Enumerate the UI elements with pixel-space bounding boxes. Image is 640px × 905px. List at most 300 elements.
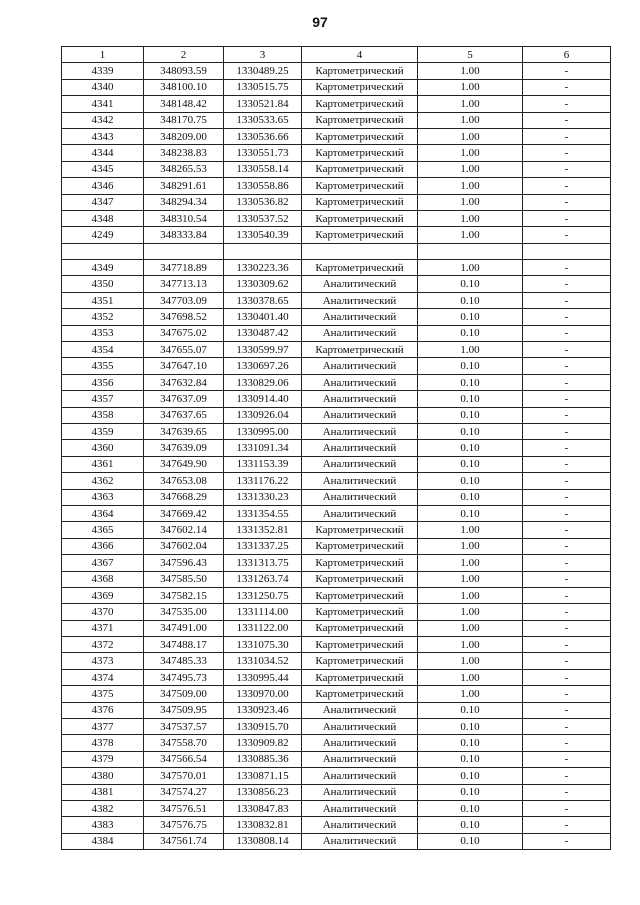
- table-cell: Картометрический: [302, 63, 418, 79]
- table-cell: -: [523, 620, 611, 636]
- table-cell: Картометрический: [302, 128, 418, 144]
- table-row: [62, 653, 611, 669]
- header-cell: 2: [144, 47, 224, 63]
- table-cell: 1330856.23: [224, 784, 302, 800]
- table-cell: -: [523, 538, 611, 554]
- table-cell: -: [523, 669, 611, 685]
- table-cell: 1330558.86: [224, 178, 302, 194]
- table-cell: 347574.27: [144, 784, 224, 800]
- table-cell: -: [523, 702, 611, 718]
- table-row: [62, 161, 611, 177]
- table-cell: 1.00: [418, 538, 523, 554]
- table-cell: 1330697.26: [224, 358, 302, 374]
- table-cell: 4374: [62, 669, 144, 685]
- table-cell: 347602.14: [144, 522, 224, 538]
- table-cell: -: [523, 637, 611, 653]
- table-cell: 0.10: [418, 751, 523, 767]
- table-cell: -: [523, 276, 611, 292]
- table-cell: 4361: [62, 456, 144, 472]
- table-cell: -: [523, 342, 611, 358]
- table-cell: 4377: [62, 719, 144, 735]
- table-cell: 0.10: [418, 473, 523, 489]
- table-cell: 348100.10: [144, 79, 224, 95]
- table-cell: 347655.07: [144, 342, 224, 358]
- table-cell: 4349: [62, 260, 144, 276]
- table-cell: -: [523, 309, 611, 325]
- table-row: [62, 473, 611, 489]
- table-row: [62, 358, 611, 374]
- table-cell: 1330536.82: [224, 194, 302, 210]
- table-cell: 1330915.70: [224, 719, 302, 735]
- table-cell: 1.00: [418, 145, 523, 161]
- table-cell: 1.00: [418, 620, 523, 636]
- table-cell: [523, 243, 611, 259]
- table-cell: 4363: [62, 489, 144, 505]
- table-cell: 4371: [62, 620, 144, 636]
- table-cell: 4357: [62, 391, 144, 407]
- table-row: [62, 63, 611, 79]
- table-row: [62, 751, 611, 767]
- table-cell: Картометрический: [302, 637, 418, 653]
- table-cell: 1.00: [418, 686, 523, 702]
- table-cell: 1330808.14: [224, 833, 302, 849]
- table-cell: 0.10: [418, 489, 523, 505]
- table-cell: 348333.84: [144, 227, 224, 243]
- table-row: [62, 817, 611, 833]
- table-cell: 4366: [62, 538, 144, 554]
- table-cell: 1331176.22: [224, 473, 302, 489]
- table-cell: 347576.51: [144, 800, 224, 816]
- table-cell: -: [523, 784, 611, 800]
- table-cell: 0.10: [418, 735, 523, 751]
- table-cell: -: [523, 194, 611, 210]
- table-cell: 347637.09: [144, 391, 224, 407]
- table-cell: -: [523, 505, 611, 521]
- table-header-row: [62, 47, 611, 63]
- table-cell: 1331352.81: [224, 522, 302, 538]
- table-row: [62, 686, 611, 702]
- table-cell: Картометрический: [302, 571, 418, 587]
- table-cell: 348148.42: [144, 96, 224, 112]
- table-cell: 4355: [62, 358, 144, 374]
- table-cell: 347561.74: [144, 833, 224, 849]
- table-cell: Картометрический: [302, 96, 418, 112]
- table-cell: Картометрический: [302, 145, 418, 161]
- table-cell: 4370: [62, 604, 144, 620]
- table-cell: 1330378.65: [224, 292, 302, 308]
- table-row: [62, 735, 611, 751]
- table-cell: Картометрический: [302, 210, 418, 226]
- table-cell: Картометрический: [302, 587, 418, 603]
- table-cell: -: [523, 522, 611, 538]
- table-cell: 4342: [62, 112, 144, 128]
- table-row: [62, 702, 611, 718]
- table-cell: 1330487.42: [224, 325, 302, 341]
- table-cell: 0.10: [418, 358, 523, 374]
- table-cell: 1330515.75: [224, 79, 302, 95]
- table-cell: -: [523, 833, 611, 849]
- table-cell: 4358: [62, 407, 144, 423]
- table-cell: Картометрический: [302, 522, 418, 538]
- table-row: [62, 571, 611, 587]
- table-row: [62, 440, 611, 456]
- table-cell: 347566.54: [144, 751, 224, 767]
- table-cell: 4365: [62, 522, 144, 538]
- table-cell: 4367: [62, 555, 144, 571]
- table-cell: 4345: [62, 161, 144, 177]
- table-row: [62, 637, 611, 653]
- table-row: [62, 309, 611, 325]
- table-row: [62, 342, 611, 358]
- table-cell: 0.10: [418, 276, 523, 292]
- table-row: [62, 227, 611, 243]
- table-cell: 347570.01: [144, 768, 224, 784]
- table-cell: Картометрический: [302, 194, 418, 210]
- table-cell: 1331153.39: [224, 456, 302, 472]
- table-cell: 4352: [62, 309, 144, 325]
- table-cell: 1.00: [418, 587, 523, 603]
- table-cell: 347491.00: [144, 620, 224, 636]
- table-cell: Картометрический: [302, 669, 418, 685]
- table-cell: 1330401.40: [224, 309, 302, 325]
- table-cell: 4368: [62, 571, 144, 587]
- table-cell: 1330995.00: [224, 423, 302, 439]
- table-cell: -: [523, 178, 611, 194]
- table-cell: 1330832.81: [224, 817, 302, 833]
- table-cell: 4369: [62, 587, 144, 603]
- table-cell: Аналитический: [302, 374, 418, 390]
- table-cell: 1330309.62: [224, 276, 302, 292]
- table-cell: 4378: [62, 735, 144, 751]
- table-cell: 347576.75: [144, 817, 224, 833]
- table-cell: Картометрический: [302, 555, 418, 571]
- header-cell: 4: [302, 47, 418, 63]
- table-cell: 4353: [62, 325, 144, 341]
- table-row: [62, 79, 611, 95]
- table-cell: 1330871.15: [224, 768, 302, 784]
- table-cell: 348209.00: [144, 128, 224, 144]
- table-cell: 1331313.75: [224, 555, 302, 571]
- table-cell: 1.00: [418, 194, 523, 210]
- table-row: [62, 407, 611, 423]
- table-cell: 1331114.00: [224, 604, 302, 620]
- table-cell: 348310.54: [144, 210, 224, 226]
- page-number: 97: [312, 14, 328, 30]
- table-cell: 347653.08: [144, 473, 224, 489]
- table-cell: 1330923.46: [224, 702, 302, 718]
- table-cell: -: [523, 407, 611, 423]
- table-cell: Аналитический: [302, 751, 418, 767]
- table-cell: 1.00: [418, 112, 523, 128]
- table-cell: -: [523, 358, 611, 374]
- table-cell: 0.10: [418, 833, 523, 849]
- table-row: [62, 194, 611, 210]
- table-cell: 347596.43: [144, 555, 224, 571]
- table-row: [62, 522, 611, 538]
- table-cell: Картометрический: [302, 620, 418, 636]
- table-row: [62, 112, 611, 128]
- table-cell: 0.10: [418, 391, 523, 407]
- table-cell: Картометрический: [302, 260, 418, 276]
- table-cell: -: [523, 555, 611, 571]
- table-cell: 1331337.25: [224, 538, 302, 554]
- table-cell: 0.10: [418, 768, 523, 784]
- table-cell: -: [523, 63, 611, 79]
- table-cell: Картометрический: [302, 604, 418, 620]
- table-cell: 347647.10: [144, 358, 224, 374]
- table-cell: -: [523, 128, 611, 144]
- table-cell: 1330995.44: [224, 669, 302, 685]
- table-cell: 0.10: [418, 817, 523, 833]
- table-cell: 4373: [62, 653, 144, 669]
- table-cell: 1330558.14: [224, 161, 302, 177]
- table-cell: 347558.70: [144, 735, 224, 751]
- table-cell: 1331091.34: [224, 440, 302, 456]
- table-cell: Аналитический: [302, 817, 418, 833]
- table-cell: Аналитический: [302, 423, 418, 439]
- table-cell: Аналитический: [302, 358, 418, 374]
- table-row: [62, 620, 611, 636]
- table-cell: Аналитический: [302, 309, 418, 325]
- table-cell: 4383: [62, 817, 144, 833]
- table-cell: Картометрический: [302, 342, 418, 358]
- table-cell: 347509.95: [144, 702, 224, 718]
- table-row: [62, 210, 611, 226]
- table-cell: 4384: [62, 833, 144, 849]
- table-cell: -: [523, 653, 611, 669]
- table-cell: 4344: [62, 145, 144, 161]
- table-cell: -: [523, 96, 611, 112]
- table-cell: -: [523, 604, 611, 620]
- table-cell: 348291.61: [144, 178, 224, 194]
- table-cell: 4351: [62, 292, 144, 308]
- table-cell: 0.10: [418, 719, 523, 735]
- table-cell: [418, 243, 523, 259]
- table-cell: Картометрический: [302, 178, 418, 194]
- table-cell: 1.00: [418, 161, 523, 177]
- table-cell: 1330970.00: [224, 686, 302, 702]
- table-cell: Картометрический: [302, 653, 418, 669]
- table-row: [62, 128, 611, 144]
- table-row: [62, 276, 611, 292]
- table-cell: Аналитический: [302, 702, 418, 718]
- table-cell: -: [523, 292, 611, 308]
- table-cell: Аналитический: [302, 784, 418, 800]
- table-cell: -: [523, 456, 611, 472]
- table-cell: 0.10: [418, 702, 523, 718]
- table-cell: Аналитический: [302, 456, 418, 472]
- table-cell: 1.00: [418, 669, 523, 685]
- table-cell: 1330829.06: [224, 374, 302, 390]
- table-cell: 347703.09: [144, 292, 224, 308]
- table-cell: -: [523, 571, 611, 587]
- table-cell: Аналитический: [302, 276, 418, 292]
- table-cell: 4348: [62, 210, 144, 226]
- table-cell: 347537.57: [144, 719, 224, 735]
- header-cell: 3: [224, 47, 302, 63]
- table-cell: 4380: [62, 768, 144, 784]
- table-cell: 1331330.23: [224, 489, 302, 505]
- table-cell: 1.00: [418, 128, 523, 144]
- table-cell: 0.10: [418, 456, 523, 472]
- table-cell: 1330551.73: [224, 145, 302, 161]
- table-row: [62, 260, 611, 276]
- table-cell: -: [523, 210, 611, 226]
- table-row: [62, 800, 611, 816]
- table-cell: 1330533.65: [224, 112, 302, 128]
- table-cell: 4249: [62, 227, 144, 243]
- table-cell: -: [523, 227, 611, 243]
- table-cell: -: [523, 735, 611, 751]
- table-cell: Картометрический: [302, 112, 418, 128]
- table-cell: -: [523, 768, 611, 784]
- table-cell: 4341: [62, 96, 144, 112]
- table-cell: 1.00: [418, 227, 523, 243]
- table-cell: 347488.17: [144, 637, 224, 653]
- table-cell: 348238.83: [144, 145, 224, 161]
- table-cell: Картометрический: [302, 686, 418, 702]
- table-cell: 0.10: [418, 374, 523, 390]
- table-cell: -: [523, 325, 611, 341]
- table-cell: 1.00: [418, 342, 523, 358]
- table-cell: -: [523, 260, 611, 276]
- table-cell: 1330223.36: [224, 260, 302, 276]
- table-cell: 4346: [62, 178, 144, 194]
- table-cell: Аналитический: [302, 735, 418, 751]
- coordinates-table: [61, 46, 611, 850]
- table-cell: 347637.65: [144, 407, 224, 423]
- table-cell: Аналитический: [302, 391, 418, 407]
- table-cell: 4379: [62, 751, 144, 767]
- table-cell: 347582.15: [144, 587, 224, 603]
- table-cell: 1331354.55: [224, 505, 302, 521]
- table-cell: 1330847.83: [224, 800, 302, 816]
- table-cell: -: [523, 719, 611, 735]
- table-cell: Картометрический: [302, 227, 418, 243]
- table-cell: Аналитический: [302, 473, 418, 489]
- header-cell: 6: [523, 47, 611, 63]
- table-cell: 1.00: [418, 653, 523, 669]
- table-cell: 1.00: [418, 63, 523, 79]
- table-cell: 1331263.74: [224, 571, 302, 587]
- table-cell: 347509.00: [144, 686, 224, 702]
- table-cell: 4347: [62, 194, 144, 210]
- table-row: [62, 555, 611, 571]
- table-cell: 0.10: [418, 325, 523, 341]
- table-cell: 4360: [62, 440, 144, 456]
- table-row: [62, 292, 611, 308]
- table-cell: Аналитический: [302, 407, 418, 423]
- table-cell: 347585.50: [144, 571, 224, 587]
- table-cell: 347602.04: [144, 538, 224, 554]
- table-cell: [144, 243, 224, 259]
- table-cell: 0.10: [418, 505, 523, 521]
- table-cell: 4354: [62, 342, 144, 358]
- table-cell: 4343: [62, 128, 144, 144]
- table-cell: 1331034.52: [224, 653, 302, 669]
- table-cell: 4375: [62, 686, 144, 702]
- table-cell: -: [523, 440, 611, 456]
- table-cell: 0.10: [418, 309, 523, 325]
- table-row: [62, 538, 611, 554]
- table-cell: 4381: [62, 784, 144, 800]
- table-cell: -: [523, 587, 611, 603]
- table-cell: 4376: [62, 702, 144, 718]
- table-row: [62, 784, 611, 800]
- table-cell: -: [523, 473, 611, 489]
- table-cell: -: [523, 423, 611, 439]
- table-row: [62, 423, 611, 439]
- table-cell: 347675.02: [144, 325, 224, 341]
- table-cell: 1330599.97: [224, 342, 302, 358]
- table-cell: 348294.34: [144, 194, 224, 210]
- table-row: [62, 768, 611, 784]
- table-cell: 1.00: [418, 79, 523, 95]
- table-cell: -: [523, 145, 611, 161]
- table-cell: Аналитический: [302, 489, 418, 505]
- table-row: [62, 145, 611, 161]
- table-row: [62, 374, 611, 390]
- table-cell: Аналитический: [302, 440, 418, 456]
- table-cell: 347639.09: [144, 440, 224, 456]
- table-cell: 0.10: [418, 292, 523, 308]
- table-cell: -: [523, 391, 611, 407]
- table-cell: 0.10: [418, 407, 523, 423]
- table-cell: -: [523, 751, 611, 767]
- table-cell: 347698.52: [144, 309, 224, 325]
- table-cell: 1.00: [418, 555, 523, 571]
- table-cell: -: [523, 800, 611, 816]
- table-cell: 1331250.75: [224, 587, 302, 603]
- table-row: [62, 178, 611, 194]
- table-cell: 1330540.39: [224, 227, 302, 243]
- table-cell: 1330909.82: [224, 735, 302, 751]
- table-cell: [62, 243, 144, 259]
- table-cell: Аналитический: [302, 505, 418, 521]
- table-cell: 347669.42: [144, 505, 224, 521]
- table-cell: 1.00: [418, 522, 523, 538]
- table-cell: 1331122.00: [224, 620, 302, 636]
- table-row: [62, 833, 611, 849]
- table-cell: Аналитический: [302, 292, 418, 308]
- table-cell: Аналитический: [302, 800, 418, 816]
- table-cell: [302, 243, 418, 259]
- table-cell: 4339: [62, 63, 144, 79]
- table-cell: 4372: [62, 637, 144, 653]
- table-cell: 1330537.52: [224, 210, 302, 226]
- table-cell: 1.00: [418, 210, 523, 226]
- table-cell: 347718.89: [144, 260, 224, 276]
- table-cell: 4356: [62, 374, 144, 390]
- table-cell: 1330521.84: [224, 96, 302, 112]
- table-cell: 4382: [62, 800, 144, 816]
- table-cell: 347495.73: [144, 669, 224, 685]
- table-cell: 4340: [62, 79, 144, 95]
- table-cell: 1.00: [418, 637, 523, 653]
- table-cell: 1.00: [418, 571, 523, 587]
- table-cell: 347535.00: [144, 604, 224, 620]
- table-cell: -: [523, 489, 611, 505]
- table-cell: Картометрический: [302, 538, 418, 554]
- table-row: [62, 96, 611, 112]
- table-cell: 4362: [62, 473, 144, 489]
- table-cell: -: [523, 112, 611, 128]
- table-cell: 0.10: [418, 800, 523, 816]
- header-cell: 5: [418, 47, 523, 63]
- table-cell: Аналитический: [302, 719, 418, 735]
- table-cell: Аналитический: [302, 833, 418, 849]
- table-cell: 0.10: [418, 423, 523, 439]
